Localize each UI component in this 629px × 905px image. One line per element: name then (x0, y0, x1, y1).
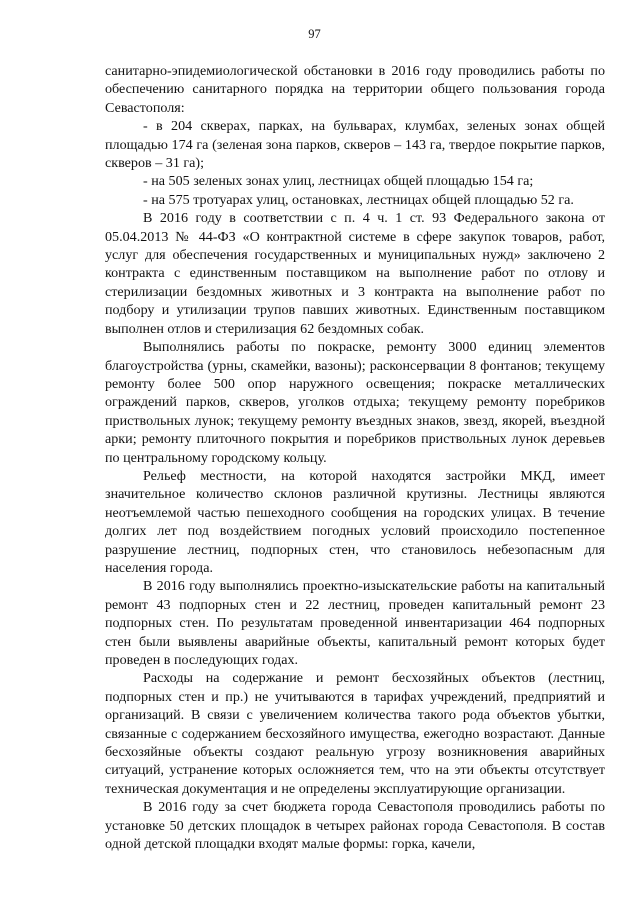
paragraph-continuation: санитарно-эпидемиологической обстановки в 2016 году проводились работы по обеспечению санитарного порядка на территории общего пользования города Севастополя: (105, 63, 605, 116)
paragraph-painting-repair: Выполнялись работы по покраске, ремонту 3000 единиц элементов благоустройства (урны, скамейки, вазоны); расконсервации 8 фонтанов; текущему ремонту более 500 опор наружного освещения; покраске металлических ограждений парков, скверов, уголков отдыха; текущему ремонту поребриков приствольных лунок; текущему ремонту въездных знаков, звезд, якорей, въездной арки; ремонту плиточного покрытия и поребриков приствольных лунок деревьев по центральному городскому кольцу. (105, 339, 605, 466)
paragraph-animal-contracts: В 2016 году в соответствии с п. 4 ч. 1 ст. 93 Федерального закона от 05.04.2013 № 44-ФЗ «О контрактной системе в сфере закупок товаров, работ, услуг для обеспечения государственных и муниципальных нужд» заключено 2 контракта с единственным поставщиком на выполнение работ по отлову и стерилизации бездомных животных и 3 контракта на выполнение работ по подбору и утилизации трупов павших животных. Единственным поставщиком выполнен отлов и стерилизация 62 бездомных собак. (105, 210, 605, 337)
list-item-sidewalks: - на 575 тротуарах улиц, остановках, лестницах общей площадью 52 га. (143, 191, 574, 208)
paragraph-terrain-stairs: Рельеф местности, на которой находятся застройки МКД, имеет значительное количество склонов различной крутизны. Лестницы являются неотъемлемой частью пешеходного сообщения на городских улицах. В течение долгих лет под воздействием погодных условий происходило постепенное разрушение лестниц, подпорных стен, что становилось небезопасным для населения города. (105, 467, 605, 576)
page-number: 97 (308, 27, 321, 41)
paragraph-playgrounds: В 2016 году за счет бюджета города Севастополя проводились работы по установке 50 детских площадок в четырех районах города Севастополя. В состав одной детской площадки входят малые формы: горка, качели, (105, 799, 605, 853)
list-item-parks: - в 204 скверах, парках, на бульварах, клумбах, зеленых зонах общей площадью 174 га (зеленая зона парков, скверов – 143 га, твердое покрытие парков, скверов – 31 га); (105, 118, 605, 172)
list-item-green-zones: - на 505 зеленых зонах улиц, лестницах общей площадью 154 га; (143, 173, 534, 190)
paragraph-retaining-walls: В 2016 году выполнялись проектно-изыскательские работы на капитальный ремонт 43 подпорных стен и 22 лестниц, проведен капитальный ремонт 23 подпорных стен. По результатам проведенной инвентаризации 464 подпорных стен были выявлены аварийные объекты, капитальный ремонт которых будет проведен в последующих годах. (105, 578, 605, 668)
paragraph-ownerless-objects: Расходы на содержание и ремонт бесхозяйных объектов (лестниц, подпорных стен и пр.) не учитываются в тарифах учреждений, предприятий и организаций. В связи с увеличением количества такого рода объектов убытки, связанные с содержанием бесхозяйного имущества, ежегодно возрастают. Данные бесхозяйные объекты создают реальную угрозу возникновения аварийных ситуаций, устранение которых осложняется тем, что на эти объекты отсутствует техническая документация и не определены эксплуатирующие организации. (105, 670, 605, 797)
body-text (105, 62, 605, 853)
